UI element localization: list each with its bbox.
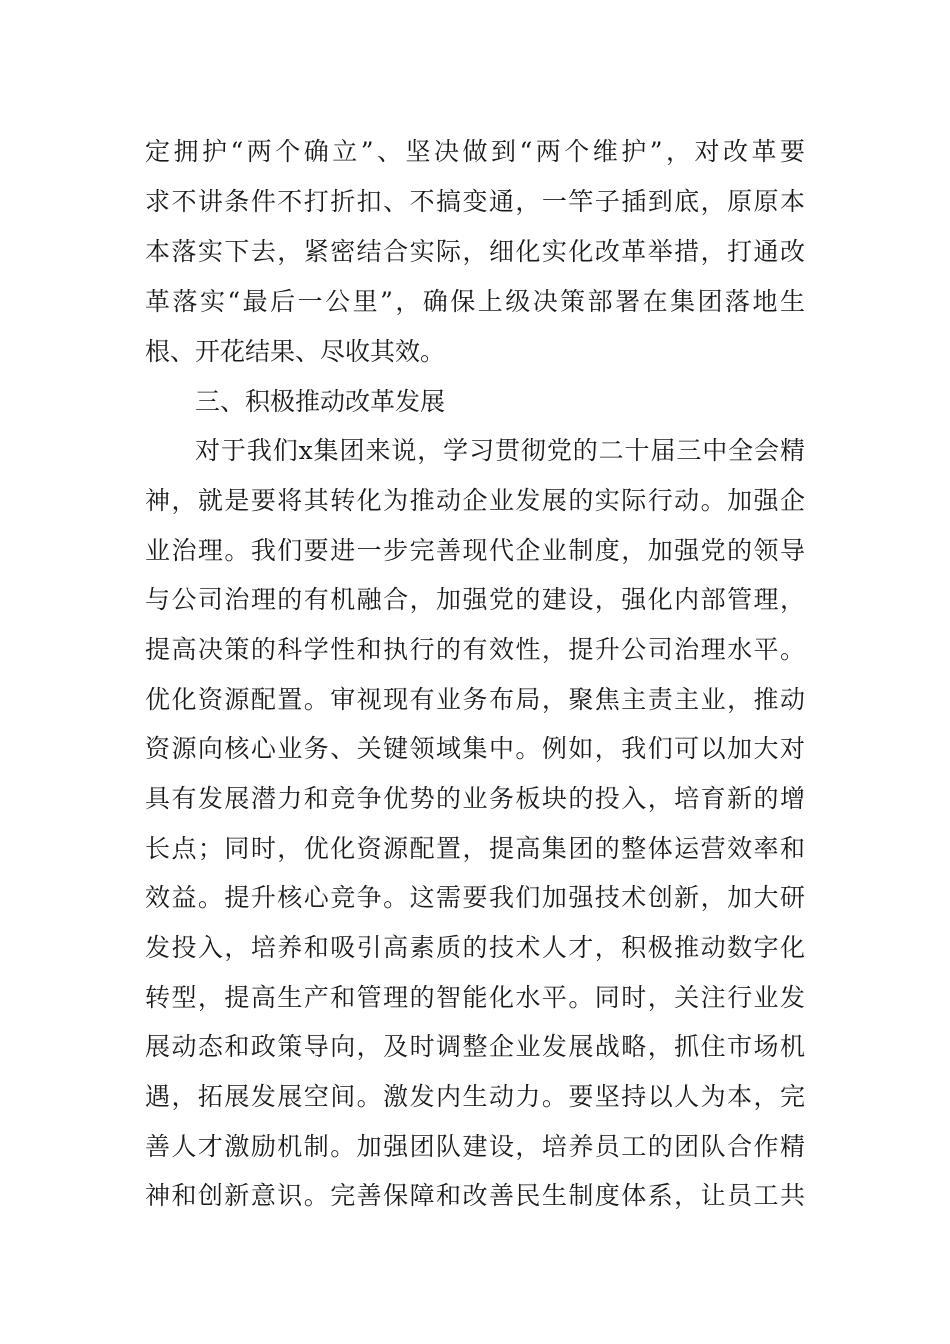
- section-heading: 三、积极推动改革发展: [195, 387, 446, 416]
- text-line-13: 资源向核心业务、关键领域集中。例如，我们可以加大对: [145, 734, 805, 763]
- text-line-10: 与公司治理的有机融合，加强党的建设，强化内部管理，: [145, 585, 805, 614]
- text-line-16: 效益。提升核心竞争。这需要我们加强技术创新，加大研: [145, 883, 805, 912]
- text-line-12: 优化资源配置。审视现有业务布局，聚焦主责主业，推动: [145, 685, 805, 714]
- text-line-14: 具有发展潜力和竞争优势的业务板块的投入，培育新的增: [145, 784, 805, 813]
- text-line-21: 善人才激励机制。加强团队建设，培养员工的团队合作精: [145, 1132, 805, 1161]
- text-line-8: 神，就是要将其转化为推动企业发展的实际行动。加强企: [145, 486, 805, 515]
- text-line-9: 业治理。我们要进一步完善现代企业制度，加强党的领导: [145, 536, 805, 565]
- text-line-20: 遇，拓展发展空间。激发内生动力。要坚持以人为本，完: [145, 1082, 805, 1111]
- text-line-4: 革落实“最后一公里”，确保上级决策部署在集团落地生: [145, 287, 805, 316]
- text-line-2: 求不讲条件不打折扣、不搞变通，一竿子插到底，原原本: [145, 187, 805, 216]
- text-line-15: 长点；同时，优化资源配置，提高集团的整体运营效率和: [145, 834, 805, 863]
- text-line-19: 展动态和政策导向，及时调整企业发展战略，抓住市场机: [145, 1032, 805, 1061]
- text-line-3: 本落实下去，紧密结合实际，细化实化改革举措，打通改: [145, 237, 805, 266]
- text-line-18: 转型，提高生产和管理的智能化水平。同时，关注行业发: [145, 983, 805, 1012]
- paragraph-first-line: 对于我们x集团来说，学习贯彻党的二十届三中全会精: [195, 436, 805, 465]
- text-line-11: 提高决策的科学性和执行的有效性，提升公司治理水平。: [145, 635, 805, 664]
- text-line-22: 神和创新意识。完善保障和改善民生制度体系，让员工共: [145, 1181, 805, 1210]
- text-line-17: 发投入，培养和吸引高素质的技术人才，积极推动数字化: [145, 933, 805, 962]
- text-line-5: 根、开花结果、尽收其效。: [145, 337, 446, 366]
- text-line-1: 定拥护“两个确立”、坚决做到“两个维护”，对改革要: [145, 137, 805, 166]
